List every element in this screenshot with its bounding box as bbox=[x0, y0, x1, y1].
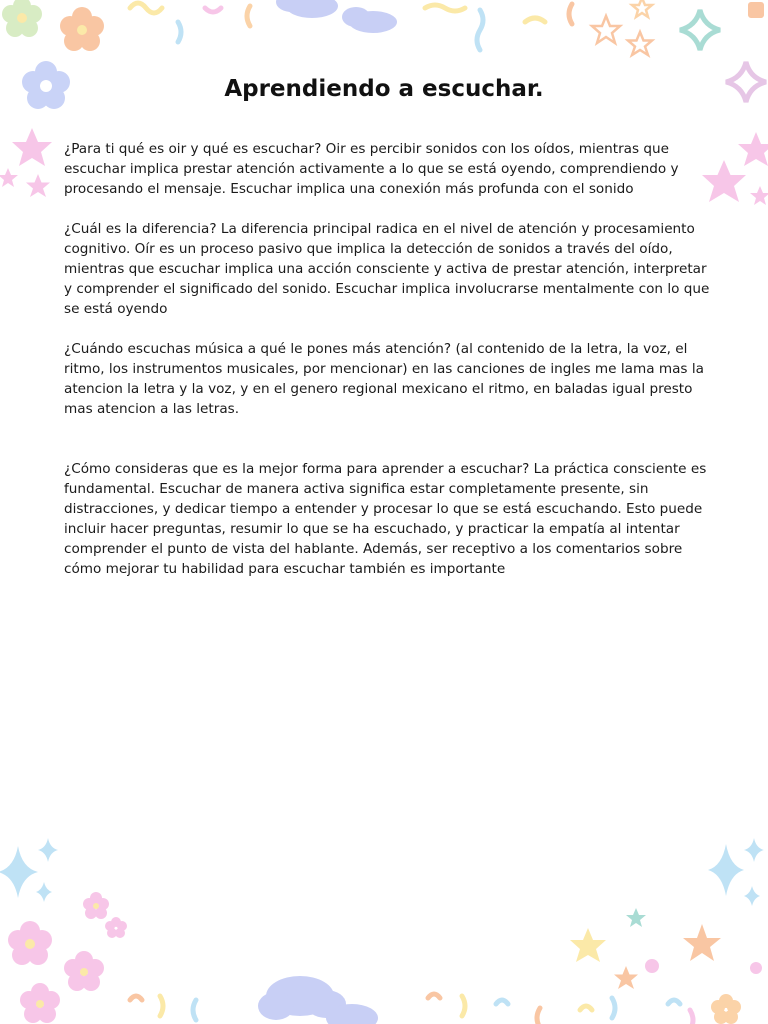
paragraph-aprender: ¿Cómo consideras que es la mejor forma para aprender a escuchar? La práctica consciente es fundamental. Escuchar de manera activa significa estar completamente presente, sin distracciones, y dedicar tiempo a entender y procesar lo que se está escuchando. Esto puede incluir hacer preguntas, resumir lo que se ha escuchado, y practicar la empatía al intentar comprender el punto de vista del hablante. Además, ser receptivo a los comentarios sobre cómo mejorar tu habilidad para escuchar también es importante bbox=[64, 461, 707, 577]
dot-icon bbox=[645, 959, 659, 973]
squiggle-icon bbox=[425, 5, 465, 11]
star-icon bbox=[614, 966, 638, 989]
squiggle-icon bbox=[496, 1000, 508, 1004]
squiggle-icon bbox=[537, 1008, 540, 1024]
flower-icon bbox=[711, 994, 741, 1024]
squiggle-icon bbox=[569, 4, 572, 24]
star-icon bbox=[12, 128, 52, 166]
squiggle-icon bbox=[462, 996, 465, 1016]
squiggle-icon bbox=[668, 1000, 680, 1004]
squiggle-icon bbox=[130, 996, 142, 1000]
star-icon bbox=[570, 928, 606, 962]
star-icon bbox=[750, 186, 768, 205]
squiggle-icon bbox=[247, 6, 250, 26]
squiggle-icon bbox=[193, 1000, 196, 1020]
page-title: Aprendiendo a escuchar. bbox=[224, 76, 544, 102]
squiggle-icon bbox=[205, 8, 221, 12]
squiggle-icon bbox=[690, 1010, 693, 1024]
squiggle-icon bbox=[160, 996, 163, 1016]
cloud-icon bbox=[276, 0, 397, 33]
flower-icon bbox=[8, 921, 52, 965]
sparkle-icon bbox=[38, 838, 58, 862]
starburst-icon bbox=[683, 924, 721, 961]
flower-icon bbox=[20, 983, 60, 1023]
squiggle-icon bbox=[525, 18, 545, 22]
squiggle-icon bbox=[477, 10, 483, 50]
paragraph-musica: ¿Cuándo escuchas música a qué le pones más atención? (al contenido de la letra, la voz, el ritmo, los instrumentos musicales, por mencionar) en las canciones de ingles me lama mas la atencion la letra y la voz, y en el genero regional mexicano el ritmo, en baladas igual presto mas atencion a las letras. bbox=[64, 341, 704, 417]
star-icon bbox=[26, 174, 50, 197]
document-body bbox=[64, 139, 712, 579]
star-outline-icon bbox=[628, 32, 652, 55]
star-outline-icon bbox=[592, 16, 620, 43]
squiggle-icon bbox=[130, 3, 162, 13]
paragraph-spacer bbox=[64, 319, 712, 339]
paragraph-oir-escuchar: ¿Para ti qué es oir y qué es escuchar? Oir es percibir sonidos con los oídos, mientras que escuchar implica prestar atención activamente a lo que se está oyendo, comprendiendo y procesando el mensaje. Escuchar implica una conexión más profunda con el sonido bbox=[64, 141, 679, 197]
paragraph-diferencia: ¿Cuál es la diferencia? La diferencia principal radica en el nivel de atención y procesamiento cognitivo. Oír es un proceso pasivo que implica la detección de sonidos a través del oído, mientras que escuchar implica una acción consciente y activa de prestar atención, interpretar y comprender el significado del sonido. Escuchar implica involucrarse mentalmente con lo que se está oyendo bbox=[64, 221, 710, 317]
flower-icon bbox=[60, 7, 104, 51]
sparkle-icon bbox=[708, 844, 744, 896]
sparkle-icon bbox=[0, 846, 38, 898]
flower-icon bbox=[2, 0, 42, 37]
flower-icon bbox=[105, 917, 127, 938]
cloud-icon bbox=[258, 976, 378, 1024]
sparkle-icon bbox=[36, 882, 52, 902]
star-icon bbox=[626, 908, 646, 927]
squiggle-icon bbox=[580, 1006, 592, 1010]
star-icon bbox=[0, 168, 18, 187]
squiggle-icon bbox=[178, 22, 181, 42]
paragraph-spacer bbox=[64, 199, 712, 219]
squiggle-icon bbox=[428, 994, 440, 998]
paragraph-spacer bbox=[64, 419, 712, 459]
dash-icon bbox=[748, 2, 764, 18]
star-icon bbox=[738, 132, 768, 166]
sparkle-icon bbox=[744, 886, 760, 906]
flower-icon bbox=[83, 892, 109, 919]
sparkle-icon bbox=[744, 838, 764, 862]
squiggle-icon bbox=[612, 998, 615, 1018]
dot-icon bbox=[750, 962, 762, 974]
star-outline-icon bbox=[632, 0, 652, 17]
sparkle-outline-icon bbox=[680, 10, 720, 50]
flower-icon bbox=[64, 951, 104, 991]
